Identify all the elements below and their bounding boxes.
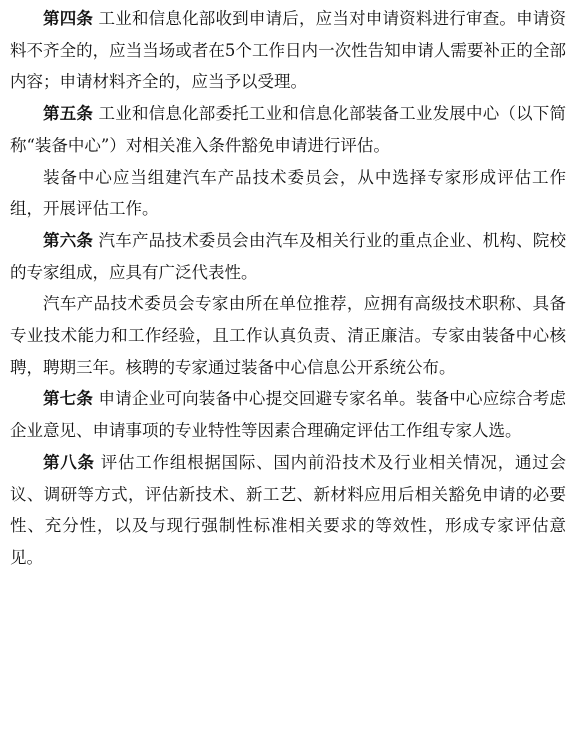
article-heading: 第五条 bbox=[43, 104, 94, 124]
article-heading: 第六条 bbox=[43, 230, 94, 250]
paragraph-article-8 bbox=[10, 447, 566, 574]
paragraph-text: 汽车产品技术委员会由汽车及相关行业的重点企业、机构、院校的专家组成，应具有广泛代表性。 bbox=[10, 230, 566, 282]
paragraph-article-5 bbox=[10, 98, 566, 161]
paragraph-text: 装备中心应当组建汽车产品技术委员会，从中选择专家形成评估工作组，开展评估工作。 bbox=[10, 167, 566, 219]
paragraph-article-6-cont bbox=[10, 288, 566, 383]
paragraph-text: 申请企业可向装备中心提交回避专家名单。装备中心应综合考虑企业意见、申请事项的专业特性等因素合理确定评估工作组专家人选。 bbox=[10, 389, 566, 441]
paragraph-article-6 bbox=[10, 225, 566, 288]
article-heading: 第七条 bbox=[43, 389, 94, 409]
paragraph-text: 汽车产品技术委员会专家由所在单位推荐，应拥有高级技术职称、具备专业技术能力和工作经验，且工作认真负责、清正廉洁。专家由装备中心核聘，聘期三年。核聘的专家通过装备中心信息公开系统公布。 bbox=[10, 294, 566, 377]
paragraph-article-4 bbox=[10, 3, 566, 98]
document-body bbox=[10, 3, 566, 574]
article-heading: 第八条 bbox=[43, 452, 95, 472]
paragraph-text: 评估工作组根据国际、国内前沿技术及行业相关情况，通过会议、调研等方式，评估新技术、新工艺、新材料应用后相关豁免申请的必要性、充分性，以及与现行强制性标准相关要求的等效性，形成专家评估意见。 bbox=[10, 452, 567, 567]
paragraph-article-5-cont bbox=[10, 162, 566, 225]
article-heading: 第四条 bbox=[43, 9, 94, 28]
paragraph-article-7 bbox=[10, 383, 566, 446]
paragraph-text: 工业和信息化部收到申请后，应当对申请资料进行审查。申请资料不齐全的，应当当场或者在5个工作日内一次性告知申请人需要补正的全部内容；申请材料齐全的，应当予以受理。 bbox=[10, 9, 566, 92]
paragraph-text: 工业和信息化部委托工业和信息化部装备工业发展中心（以下简称“装备中心”）对相关准入条件豁免申请进行评估。 bbox=[10, 104, 566, 155]
